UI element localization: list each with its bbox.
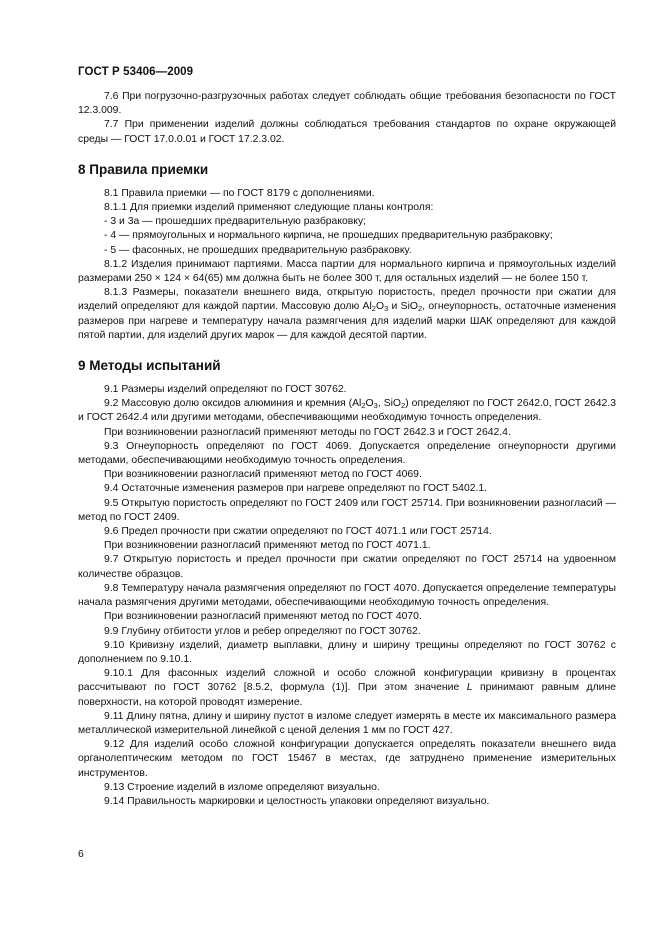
section-8-heading: 8 Правила приемки bbox=[78, 161, 209, 177]
document-code-header: ГОСТ Р 53406—2009 bbox=[78, 66, 194, 78]
subscript: 2 bbox=[417, 304, 423, 314]
document-body bbox=[78, 90, 616, 809]
paragraph-9-9: 9.9 Глубину отбитости углов и ребер определяют по ГОСТ 30762. bbox=[104, 625, 421, 637]
paragraph-9-4: 9.4 Остаточные изменения размеров при нагреве определяют по ГОСТ 5402.1. bbox=[104, 483, 488, 495]
paragraph-9-10-1 bbox=[78, 667, 616, 710]
paragraph-9-2 bbox=[78, 397, 616, 425]
paragraph-9-14: 9.14 Правильность маркировки и целостность упаковки определяют визуально. bbox=[104, 795, 490, 807]
subscript: 2 bbox=[401, 401, 406, 411]
text-run: и SiO bbox=[388, 301, 418, 313]
control-plan-item: - 3 и 3а — прошедших предварительную разбраковку; bbox=[104, 216, 367, 228]
text-run: O bbox=[365, 398, 374, 410]
paragraph-9-2-disagreement: При возникновении разногласий применяют методы по ГОСТ 2642.3 и ГОСТ 2642.4. bbox=[104, 426, 511, 438]
paragraph-9-13: 9.13 Строение изделий в изломе определяют визуально. bbox=[104, 781, 380, 793]
paragraph-9-8-disagreement: При возникновении разногласий применяют метод по ГОСТ 4070. bbox=[104, 611, 422, 623]
paragraph-9-3: 9.3 Огнеупорность определяют по ГОСТ 4069. Допускается определение огнеупорности другими методами, обеспечивающими необходимую точность определения. bbox=[78, 440, 616, 467]
text-run: 9.10.1 Для фасонных изделий сложной и особо сложной конфигурации кривизну в процентах рассчитывают по ГОСТ 30762 [8.5.2, формула (1)]. При этом значение bbox=[78, 668, 616, 694]
paragraph-9-8: 9.8 Температуру начала размягчения определяют по ГОСТ 4070. Допускается определение температуры начала размягчения другими методами, обеспечивающими необходимую точность определения. bbox=[78, 582, 616, 609]
paragraph-7-7: 7.7 При применении изделий должны соблюдаться требования стандартов по охране окружающей среды — ГОСТ 17.0.0.01 и ГОСТ 17.2.3.02. bbox=[78, 119, 616, 145]
paragraph-9-6: 9.6 Предел прочности при сжатии определяют по ГОСТ 4071.1 или ГОСТ 25714. bbox=[104, 526, 492, 538]
text-run: 9.2 Массовую долю оксидов алюминия и кремния (Al bbox=[104, 398, 362, 410]
paragraph-7-6: 7.6 При погрузочно-разгрузочных работах следует соблюдать общие требования безопасности по ГОСТ 12.3.009. bbox=[78, 91, 616, 117]
subscript: 2 bbox=[361, 401, 366, 411]
paragraph-9-5: 9.5 Открытую пористость определяют по ГОСТ 2409 или ГОСТ 25714. При возникновении разногласий — метод по ГОСТ 2409. bbox=[78, 497, 616, 523]
control-plan-item: - 5 — фасонных, не прошедших предварительную разбраковку. bbox=[104, 244, 412, 256]
text-run: 8.1.3 Размеры, показатели внешнего вида, открытую пористость, предел прочности при сжатии для изделий определяют для каждой партии. Массовую долю Al bbox=[78, 287, 616, 313]
page-number: 6 bbox=[78, 849, 84, 860]
section-9-heading: 9 Методы испытаний bbox=[78, 358, 221, 374]
paragraph-9-11: 9.11 Длину пятна, длину и ширину пустот в изломе следует измерять в месте их максимального размера металлической измерительной линейкой с ценой деления 1 мм по ГОСТ 427. bbox=[78, 710, 616, 736]
text-run: принимают равным длине поверхности, на которой проводят измерение. bbox=[78, 682, 616, 708]
paragraph-9-1: 9.1 Размеры изделий определяют по ГОСТ 30762. bbox=[104, 384, 347, 396]
text-run: ) определяют по ГОСТ 2642.0, ГОСТ 2642.3 и ГОСТ 2642.4 или другими методами, обеспечивающими необходимую точность определения. bbox=[78, 398, 616, 424]
text-run: , SiO bbox=[377, 398, 402, 410]
italic-variable: L bbox=[466, 682, 473, 694]
subscript: 2 bbox=[371, 304, 376, 314]
text-run: , огнеупорность, остаточные изменения размеров при нагреве и температуру начала размягчения для изделий марки ШАК определяют для каждой пятой партии, для изделий других марок — для каждой десятой партии. bbox=[78, 301, 616, 341]
paragraph-8-1-1: 8.1.1 Для приемки изделий применяют следующие планы контроля: bbox=[104, 202, 434, 214]
control-plan-item: - 4 — прямоугольных и нормального кирпича, не прошедших предварительную разбраковку; bbox=[104, 230, 553, 242]
paragraph-8-1-2: 8.1.2 Изделия принимают партиями. Масса партии для нормального кирпича и прямоугольных изделий размерами 250 × 124 × 64(65) мм должна быть не более 300 т, для остальных изделий — не более 150 т. bbox=[78, 258, 616, 285]
subscript: 3 bbox=[373, 401, 378, 411]
paragraph-9-6-disagreement: При возникновении разногласий применяют метод по ГОСТ 4071.1. bbox=[104, 540, 431, 552]
paragraph-9-3-disagreement: При возникновении разногласий применяют метод по ГОСТ 4069. bbox=[104, 469, 422, 481]
text-run: O bbox=[375, 301, 385, 313]
paragraph-9-12: 9.12 Для изделий особо сложной конфигурации допускается определять показатели внешнего вида органолептическим методом по ГОСТ 15467 в местах, где затруднено применение измерительных инструментов. bbox=[78, 739, 616, 779]
paragraph-9-7: 9.7 Открытую пористость и предел прочности при сжатии определяют по ГОСТ 25714 на удвоенном количестве образцов. bbox=[78, 554, 616, 580]
paragraph-9-10: 9.10 Кривизну изделий, диаметр выплавки, длину и ширину трещины определяют по ГОСТ 30762 с дополнением по 9.10.1. bbox=[78, 639, 616, 665]
paragraph-8-1-3 bbox=[78, 286, 616, 343]
subscript: 3 bbox=[384, 304, 389, 314]
paragraph-8-1: 8.1 Правила приемки — по ГОСТ 8179 с дополнениями. bbox=[104, 187, 375, 199]
